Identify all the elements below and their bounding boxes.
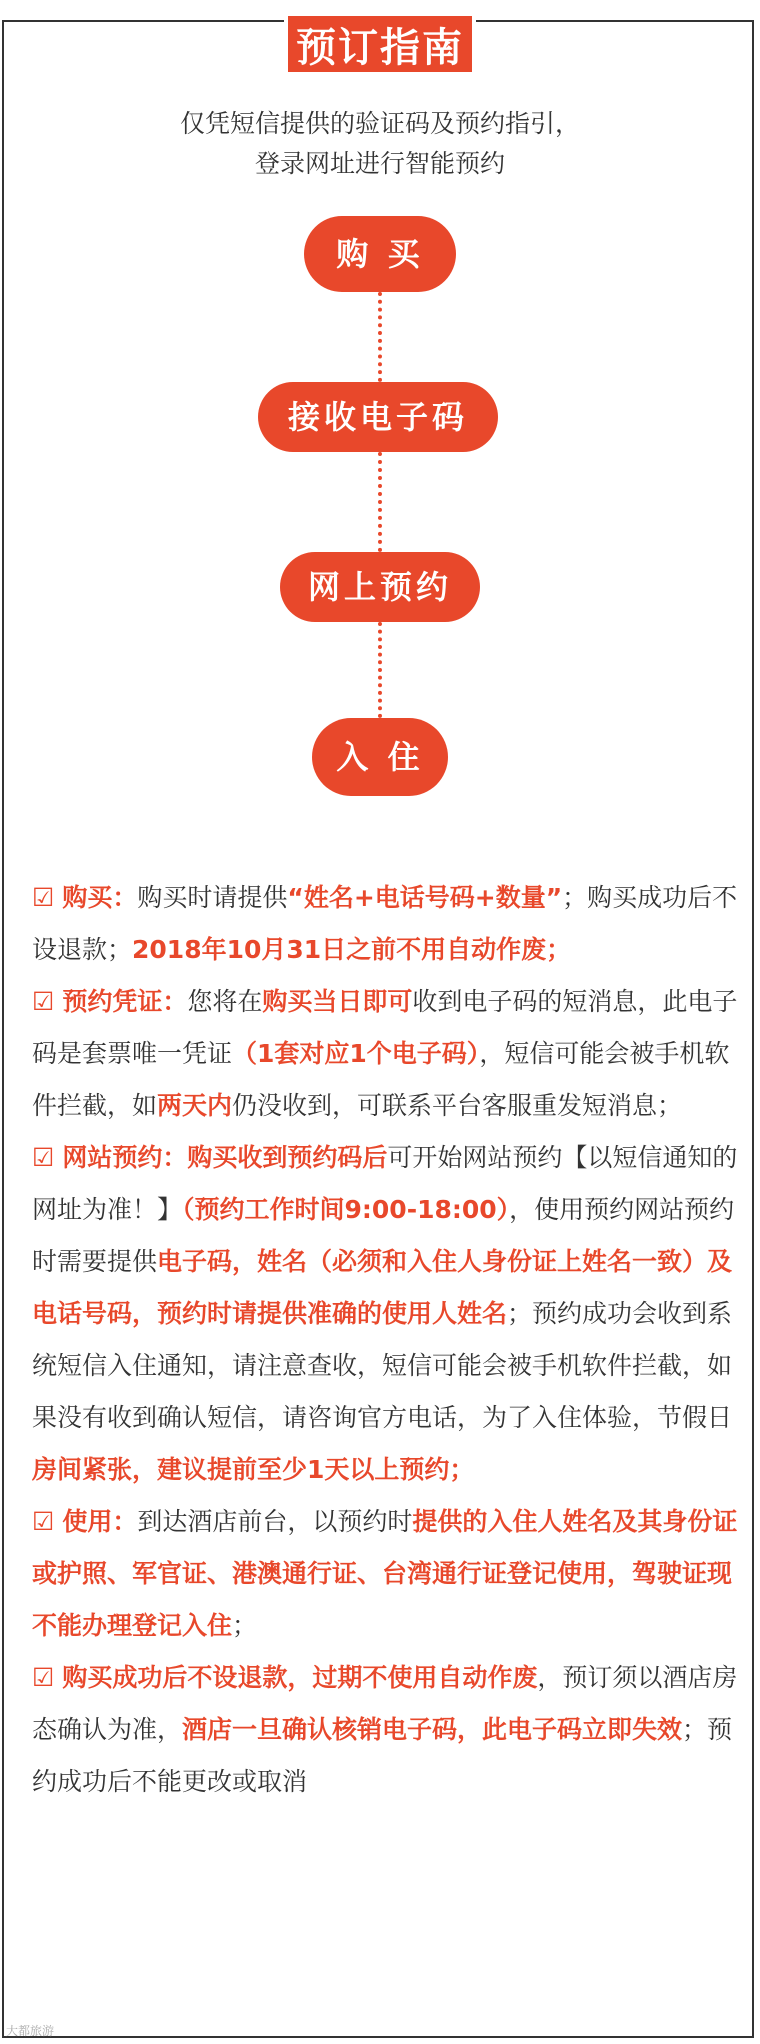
checkbox-icon: ☑ [32, 1143, 63, 1172]
guide-content [32, 872, 738, 1808]
step-receive-code: 接收电子码 [258, 382, 498, 452]
step-check-in: 入 住 [312, 718, 448, 796]
checkbox-icon: ☑ [32, 883, 63, 912]
highlight-text: 2018年10月31日之前不用自动作废； [132, 935, 572, 964]
body-text: 到达酒店前台，以预约时 [137, 1507, 413, 1536]
guide-section [32, 1496, 738, 1652]
step-purchase: 购 买 [304, 216, 456, 292]
body-text: ，使用预约网站预约时需要提供 [32, 1195, 735, 1276]
highlight-text: 两天内 [157, 1091, 233, 1120]
intro-line-2: 登录网址进行智能预约 [254, 149, 505, 178]
checkbox-icon: ☑ [32, 1663, 63, 1692]
body-text: ，短信可能会被手机软件拦截，如 [32, 1039, 730, 1120]
section-label: 预约凭证： [62, 987, 188, 1016]
body-text: ；预约成功会收到系统短信入住通知，请注意查收，短信可能会被手机软件拦截，如果没有收到确认短信，请咨询官方电话，为了入住体验，节假日 [32, 1299, 733, 1432]
guide-section [32, 976, 738, 1132]
body-text: ； [232, 1611, 258, 1640]
body-text: 可开始网站预约【以短信通知的网址为准！】 [32, 1143, 738, 1224]
highlight-text: （1套对应1个电子码） [232, 1039, 480, 1068]
flow-connector [378, 452, 382, 552]
guide-section [32, 1132, 738, 1496]
intro-line-1: 仅凭短信提供的验证码及预约指引， [179, 109, 580, 138]
step-book-online: 网上预约 [280, 552, 480, 622]
flow-connector [378, 622, 382, 718]
body-text: ；预约成功后不能更改或取消 [32, 1715, 733, 1796]
checkbox-icon: ☑ [32, 1507, 63, 1536]
guide-section [32, 1652, 738, 1808]
section-label: 购买成功后不设退款，过期不使用自动作废 [62, 1663, 538, 1692]
section-label: 购买： [62, 883, 138, 912]
guide-section [32, 872, 738, 976]
highlight-text: 购买收到预约码后 [187, 1143, 388, 1172]
body-text: 收到电子码的短消息，此电子码是套票唯一凭证 [32, 987, 738, 1068]
highlight-text: 酒店一旦确认核销电子码，此电子码立即失效 [182, 1715, 683, 1744]
highlight-text: （预约工作时间9:00-18:00） [182, 1195, 510, 1224]
body-text: ；购买成功后不设退款； [32, 883, 738, 964]
highlight-text: “姓名+电话号码+数量” [287, 883, 563, 912]
highlight-text: 购买当日即可 [262, 987, 413, 1016]
checkbox-icon: ☑ [32, 987, 63, 1016]
section-label: 使用： [62, 1507, 138, 1536]
body-text: ，预订须以酒店房态确认为准， [32, 1663, 738, 1744]
highlight-text: 电子码，姓名（必须和入住人身份证上姓名一致）及电话号码，预约时请提供准确的使用人姓名 [32, 1247, 733, 1328]
body-text: 仍没收到，可联系平台客服重发短消息； [232, 1091, 683, 1120]
page-title: 预订指南 [284, 12, 476, 76]
highlight-text: 房间紧张，建议提前至少1天以上预约； [32, 1455, 475, 1484]
highlight-text: 提供的入住人姓名及其身份证或护照、军官证、港澳通行证、台湾通行证登记使用，驾驶证现不能办理登记入住 [32, 1507, 738, 1640]
flow-connector [378, 292, 382, 382]
watermark: 大都旅游 [6, 2024, 55, 2038]
body-text: 您将在 [187, 987, 263, 1016]
section-label: 网站预约： [62, 1143, 188, 1172]
body-text: 购买时请提供 [137, 883, 288, 912]
